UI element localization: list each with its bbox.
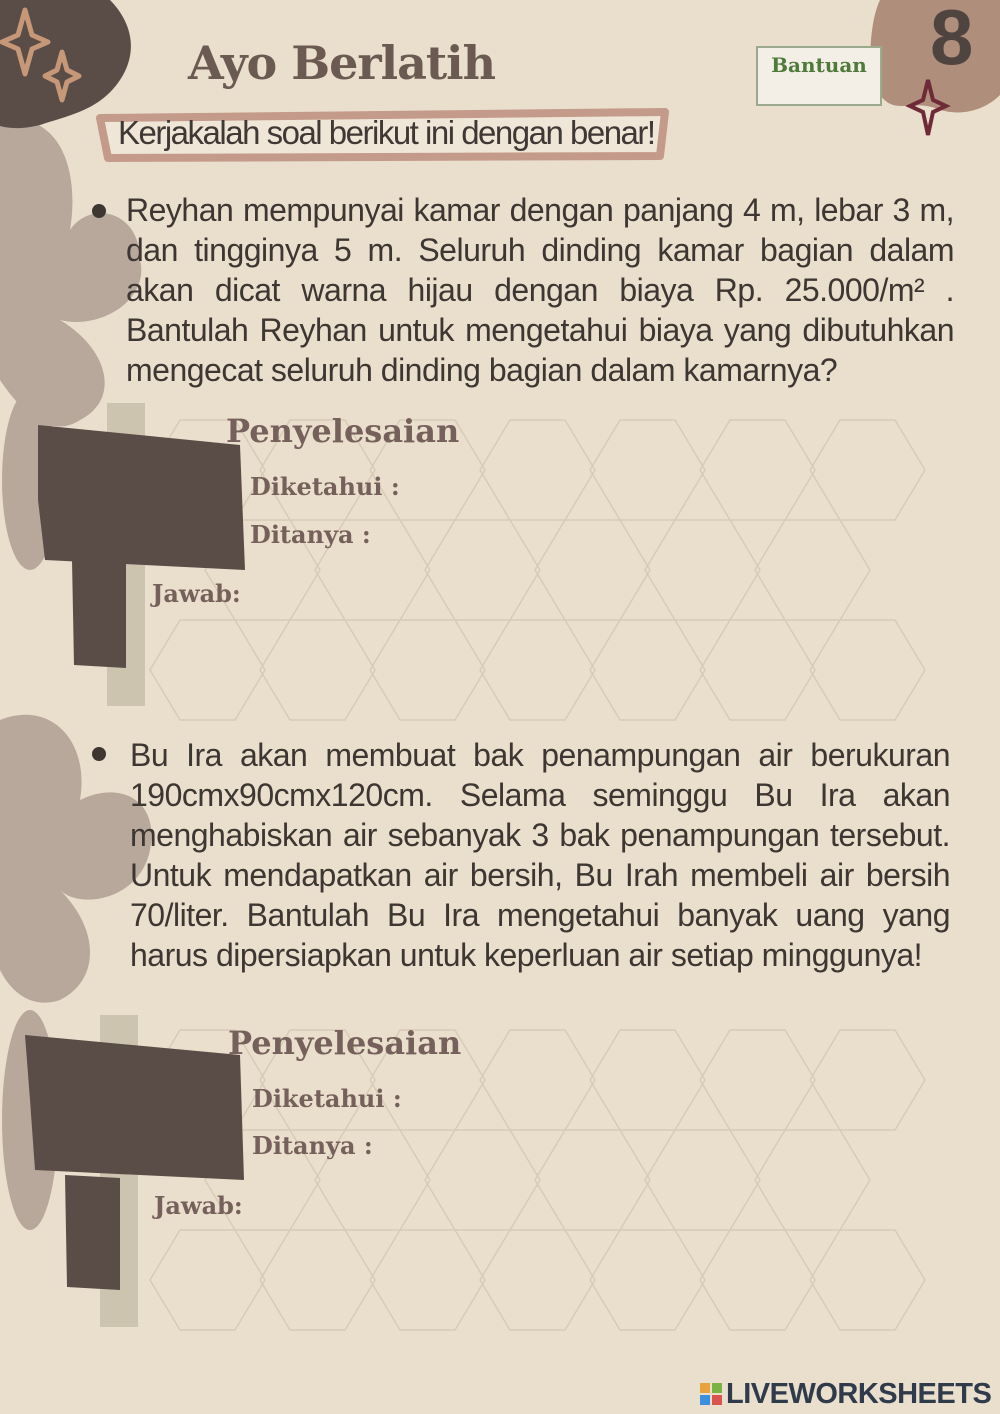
known-label-2: Diketahui : xyxy=(252,1084,402,1113)
tape-decoration xyxy=(65,1175,120,1290)
liveworksheets-logo xyxy=(700,1378,991,1410)
hexagon-grid-2 xyxy=(150,1030,925,1330)
tape-decoration xyxy=(25,1035,244,1180)
question-1-text: Reyhan mempunyai kamar dengan panjang 4 m, lebar 3 m, dan tingginya 5 m. Seluruh dinding kamar bagian dalam akan dicat warna hijau dengan biaya Rp. 25.000/m² . Bantulah Reyhan untuk mengetahui biaya yang dibutuhkan mengecat seluruh dinding bagian dalam kamarnya? xyxy=(126,192,954,388)
asked-label-1: Ditanya : xyxy=(250,520,371,549)
solution-heading-1: Penyelesaian xyxy=(226,412,460,450)
liveworksheets-wordmark: LIVEWORKSHEETS xyxy=(726,1377,992,1410)
asked-label-2: Ditanya : xyxy=(252,1131,373,1160)
hexagon-grid-1 xyxy=(150,420,925,720)
liveworksheets-icon xyxy=(700,1383,722,1405)
help-button-label: Bantuan xyxy=(771,53,867,77)
question-2-text: Bu Ira akan membuat bak penampungan air berukuran 190cmx90cmx120cm. Selama seminggu Bu Ira akan menghabiskan air sebanyak 3 bak penampungan tersebut. Untuk mendapatkan air bersih, Bu Irah membeli air bersih 70/liter. Bantulah Bu Ira mengetahui banyak uang yang harus dipersiapkan untuk keperluan air setiap minggunya! xyxy=(130,737,950,973)
help-button[interactable] xyxy=(756,46,882,106)
known-label-1: Diketahui : xyxy=(250,472,400,501)
page-title: Ayo Berlatih xyxy=(188,36,496,90)
bullet-point xyxy=(92,747,106,761)
page-number: 8 xyxy=(930,0,974,81)
bullet-point xyxy=(92,204,106,218)
answer-label-1: Jawab: xyxy=(152,579,241,608)
solution-heading-2: Penyelesaian xyxy=(228,1024,462,1062)
instruction-text: Kerjakalah soal berikut ini dengan benar! xyxy=(118,114,655,151)
answer-label-2: Jawab: xyxy=(154,1191,243,1220)
tape-decoration xyxy=(72,560,126,668)
tape-decoration xyxy=(38,425,245,570)
